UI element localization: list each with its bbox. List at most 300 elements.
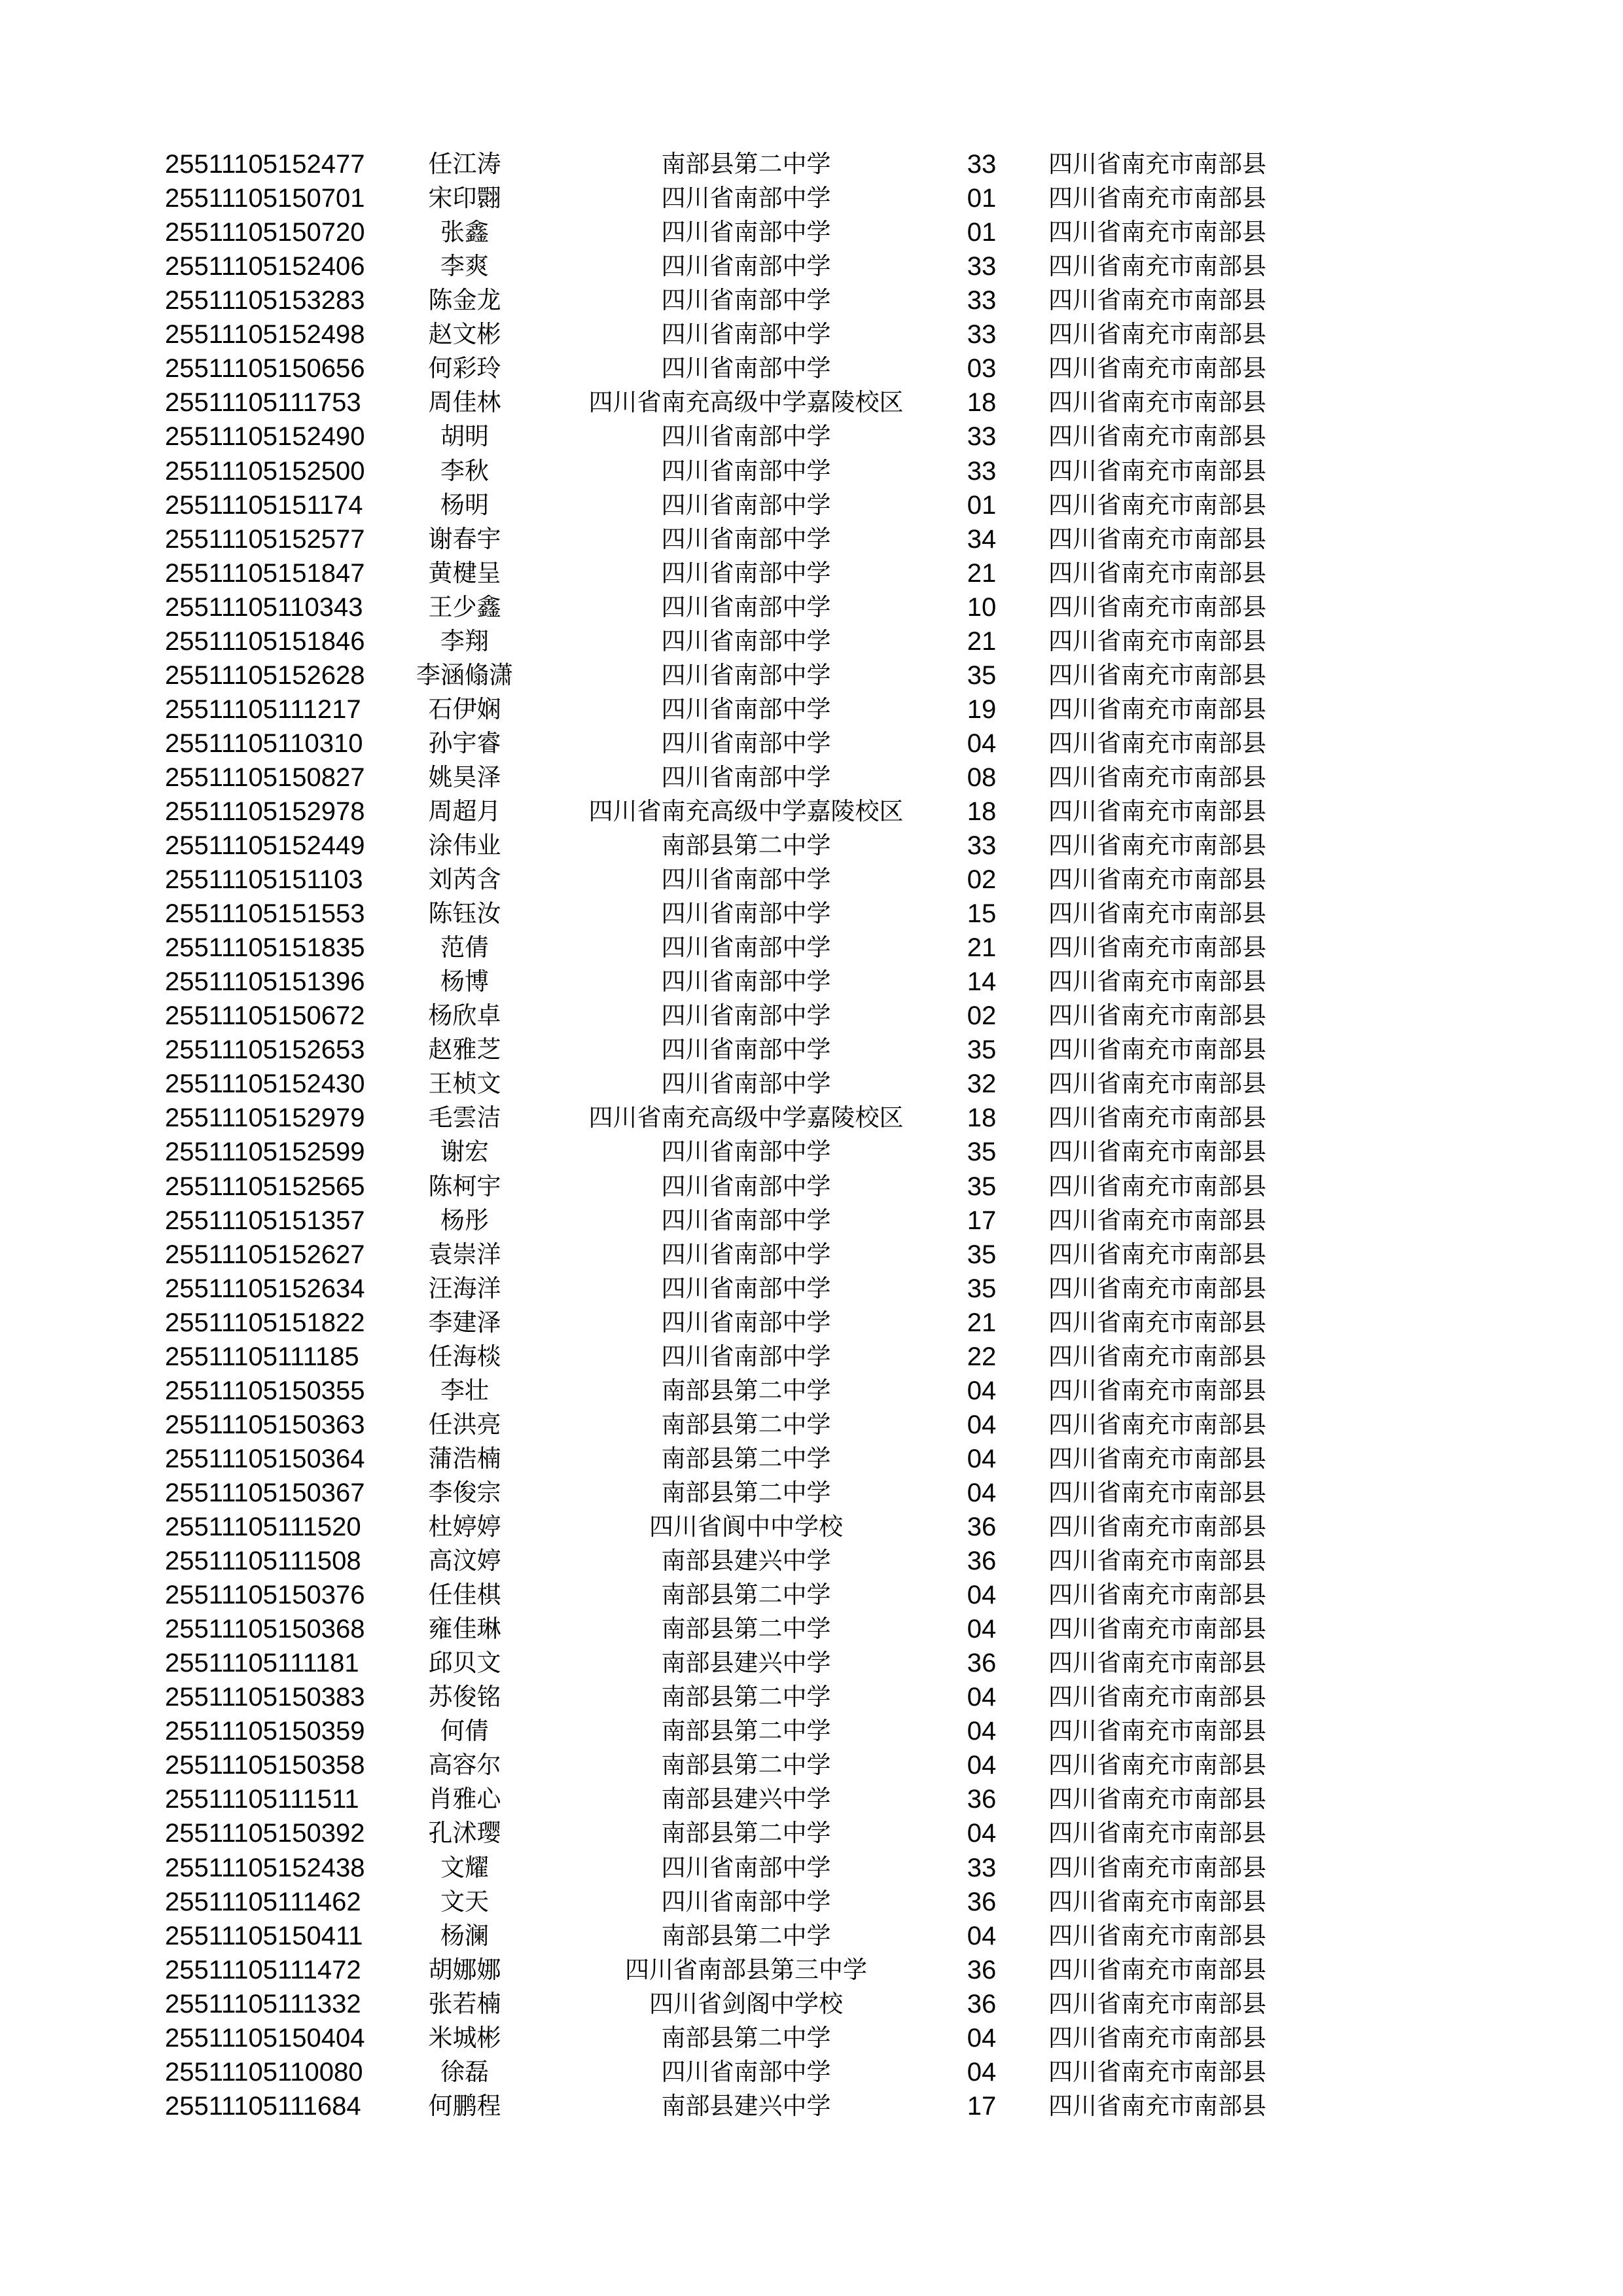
student-name: 孙宇睿 bbox=[428, 728, 501, 757]
table-row bbox=[0, 761, 1623, 795]
exam-number: 25511105152628 bbox=[165, 660, 365, 690]
student-name: 姚昊泽 bbox=[428, 762, 501, 791]
student-name: 高容尔 bbox=[428, 1751, 501, 1780]
table-row bbox=[0, 658, 1623, 692]
table-row bbox=[0, 931, 1623, 965]
region-name: 四川省南充市南部县 bbox=[1048, 1342, 1266, 1371]
region-name: 四川省南充市南部县 bbox=[1048, 1444, 1266, 1473]
school-name: 四川省南部中学 bbox=[661, 2057, 831, 2086]
category-code: 21 bbox=[967, 626, 997, 656]
table-row bbox=[0, 249, 1623, 283]
school-name: 四川省南部中学 bbox=[661, 320, 831, 349]
exam-number: 25511105150656 bbox=[165, 354, 365, 384]
region-name: 四川省南充市南部县 bbox=[1048, 1478, 1266, 1507]
school-name: 四川省南部中学 bbox=[661, 1035, 831, 1064]
category-code: 36 bbox=[967, 1513, 997, 1541]
exam-number: 25511105150383 bbox=[165, 1683, 365, 1712]
table-row bbox=[0, 863, 1623, 897]
region-name: 四川省南充市南部县 bbox=[1048, 592, 1266, 621]
table-row bbox=[0, 1612, 1623, 1646]
exam-number: 25511105151847 bbox=[165, 558, 365, 588]
category-code: 04 bbox=[967, 1615, 997, 1644]
student-name: 李秋 bbox=[440, 456, 489, 485]
table-row bbox=[0, 999, 1623, 1033]
region-name: 四川省南充市南部县 bbox=[1048, 797, 1266, 825]
school-name: 四川省南部中学 bbox=[661, 1274, 831, 1302]
category-code: 35 bbox=[967, 1172, 997, 1201]
region-name: 四川省南充市南部县 bbox=[1048, 1887, 1266, 1916]
student-name: 李翔 bbox=[440, 626, 489, 655]
student-name: 李涵翛潇 bbox=[416, 660, 513, 689]
table-row bbox=[0, 692, 1623, 726]
table-row bbox=[0, 1748, 1623, 1782]
region-name: 四川省南充市南部县 bbox=[1048, 1853, 1266, 1882]
table-row bbox=[0, 1714, 1623, 1748]
school-name: 四川省南部中学 bbox=[661, 762, 831, 791]
region-name: 四川省南充市南部县 bbox=[1048, 1581, 1266, 1609]
category-code: 04 bbox=[967, 1581, 997, 1610]
category-code: 36 bbox=[967, 1547, 997, 1575]
school-name: 四川省南部中学 bbox=[661, 558, 831, 587]
school-name: 四川省南部中学 bbox=[661, 1138, 831, 1166]
region-name: 四川省南充市南部县 bbox=[1048, 1069, 1266, 1098]
school-name: 四川省南部中学 bbox=[661, 456, 831, 485]
school-name: 南部县第二中学 bbox=[661, 1717, 831, 1746]
category-code: 17 bbox=[967, 2091, 997, 2121]
school-name: 四川省南部中学 bbox=[661, 626, 831, 655]
table-row bbox=[0, 590, 1623, 624]
school-name: 南部县第二中学 bbox=[661, 2023, 831, 2052]
category-code: 14 bbox=[967, 967, 997, 997]
category-code: 33 bbox=[967, 1853, 997, 1882]
category-code: 19 bbox=[967, 694, 997, 724]
student-name: 何鹏程 bbox=[428, 2091, 501, 2120]
region-name: 四川省南充市南部县 bbox=[1048, 456, 1266, 485]
exam-number: 25511105151396 bbox=[165, 967, 365, 997]
table-row bbox=[0, 897, 1623, 931]
category-code: 32 bbox=[967, 1069, 997, 1099]
region-name: 四川省南充市南部县 bbox=[1048, 1819, 1266, 1848]
exam-number: 25511105111185 bbox=[165, 1342, 359, 1371]
exam-number: 25511105152599 bbox=[165, 1138, 365, 1167]
region-name: 四川省南充市南部县 bbox=[1048, 1172, 1266, 1200]
region-name: 四川省南充市南部县 bbox=[1048, 1308, 1266, 1336]
region-name: 四川省南充市南部县 bbox=[1048, 865, 1266, 893]
table-row bbox=[0, 1238, 1623, 1272]
category-code: 33 bbox=[967, 286, 997, 315]
category-code: 18 bbox=[967, 388, 997, 418]
student-name: 毛雲洁 bbox=[428, 1103, 501, 1132]
school-name: 南部县第二中学 bbox=[661, 1819, 831, 1848]
table-row bbox=[0, 965, 1623, 999]
category-code: 04 bbox=[967, 1444, 997, 1473]
region-name: 四川省南充市南部县 bbox=[1048, 422, 1266, 451]
region-name: 四川省南充市南部县 bbox=[1048, 218, 1266, 247]
student-name: 孔沭璎 bbox=[428, 1819, 501, 1848]
table-row bbox=[0, 1135, 1623, 1169]
school-name: 四川省南部中学 bbox=[661, 1853, 831, 1882]
student-name: 周佳林 bbox=[428, 388, 501, 417]
table-row bbox=[0, 1816, 1623, 1850]
exam-number: 25511105111332 bbox=[165, 1989, 361, 2018]
table-row bbox=[0, 795, 1623, 829]
student-name: 石伊娴 bbox=[428, 694, 501, 723]
region-name: 四川省南充市南部县 bbox=[1048, 1274, 1266, 1302]
region-name: 四川省南充市南部县 bbox=[1048, 967, 1266, 996]
region-name: 四川省南充市南部县 bbox=[1048, 1615, 1266, 1643]
school-name: 南部县建兴中学 bbox=[661, 1785, 831, 1814]
category-code: 18 bbox=[967, 797, 997, 826]
region-name: 四川省南充市南部县 bbox=[1048, 1547, 1266, 1575]
exam-number: 25511105151357 bbox=[165, 1206, 365, 1235]
region-name: 四川省南充市南部县 bbox=[1048, 1001, 1266, 1030]
exam-number: 25511105150392 bbox=[165, 1819, 365, 1848]
student-name: 何彩玲 bbox=[428, 354, 501, 383]
region-name: 四川省南充市南部县 bbox=[1048, 252, 1266, 281]
region-name: 四川省南充市南部县 bbox=[1048, 524, 1266, 553]
category-code: 35 bbox=[967, 1035, 997, 1065]
school-name: 四川省南部中学 bbox=[661, 728, 831, 757]
student-name: 袁崇洋 bbox=[428, 1240, 501, 1268]
school-name: 南部县第二中学 bbox=[661, 831, 831, 859]
school-name: 四川省南部中学 bbox=[661, 422, 831, 451]
exam-number: 25511105152500 bbox=[165, 456, 365, 486]
category-code: 35 bbox=[967, 1240, 997, 1269]
table-row bbox=[0, 1306, 1623, 1340]
school-name: 南部县第二中学 bbox=[661, 1376, 831, 1405]
region-name: 四川省南充市南部县 bbox=[1048, 1138, 1266, 1166]
school-name: 四川省南部中学 bbox=[661, 1887, 831, 1916]
student-name: 谢宏 bbox=[440, 1138, 489, 1166]
table-row bbox=[0, 2089, 1623, 2123]
student-name: 杨欣卓 bbox=[428, 1001, 501, 1030]
region-name: 四川省南充市南部县 bbox=[1048, 933, 1266, 962]
student-name: 杨博 bbox=[440, 967, 489, 996]
category-code: 33 bbox=[967, 456, 997, 486]
exam-number: 25511105152430 bbox=[165, 1069, 365, 1099]
school-name: 四川省南部中学 bbox=[661, 286, 831, 315]
student-name: 肖雅心 bbox=[428, 1785, 501, 1814]
school-name: 四川省南部中学 bbox=[661, 1206, 831, 1234]
region-name: 四川省南充市南部县 bbox=[1048, 660, 1266, 689]
category-code: 33 bbox=[967, 150, 997, 179]
exam-number: 25511105150367 bbox=[165, 1478, 365, 1507]
category-code: 21 bbox=[967, 1308, 997, 1337]
region-name: 四川省南充市南部县 bbox=[1048, 1035, 1266, 1064]
student-name: 文天 bbox=[440, 1887, 489, 1916]
table-row bbox=[0, 1067, 1623, 1101]
category-code: 35 bbox=[967, 660, 997, 690]
student-name: 徐磊 bbox=[440, 2057, 489, 2086]
student-name: 胡娜娜 bbox=[428, 1955, 501, 1984]
table-row bbox=[0, 556, 1623, 590]
exam-number: 25511105110343 bbox=[165, 592, 363, 622]
exam-number: 25511105111472 bbox=[165, 1955, 361, 1984]
student-name: 陈金龙 bbox=[428, 286, 501, 315]
category-code: 04 bbox=[967, 1717, 997, 1746]
exam-number: 25511105151174 bbox=[165, 490, 363, 520]
category-code: 33 bbox=[967, 320, 997, 350]
student-name: 赵文彬 bbox=[428, 320, 501, 349]
table-row bbox=[0, 624, 1623, 658]
region-name: 四川省南充市南部县 bbox=[1048, 490, 1266, 519]
exam-number: 25511105152406 bbox=[165, 252, 365, 281]
region-name: 四川省南充市南部县 bbox=[1048, 694, 1266, 723]
category-code: 35 bbox=[967, 1274, 997, 1303]
student-name: 范倩 bbox=[440, 933, 489, 962]
exam-number: 25511105152477 bbox=[165, 150, 365, 179]
table-row bbox=[0, 522, 1623, 556]
region-name: 四川省南充市南部县 bbox=[1048, 2023, 1266, 2052]
table-row bbox=[0, 1953, 1623, 1987]
school-name: 南部县第二中学 bbox=[661, 1921, 831, 1950]
table-row bbox=[0, 1885, 1623, 1919]
region-name: 四川省南充市南部县 bbox=[1048, 1410, 1266, 1439]
student-name: 陈钰汝 bbox=[428, 899, 501, 928]
category-code: 22 bbox=[967, 1342, 997, 1371]
region-name: 四川省南充市南部县 bbox=[1048, 184, 1266, 213]
student-name: 王少鑫 bbox=[428, 592, 501, 621]
school-name: 四川省南部中学 bbox=[661, 354, 831, 383]
student-name: 张若楠 bbox=[428, 1989, 501, 2018]
student-name: 文耀 bbox=[440, 1853, 489, 1882]
student-name: 王桢文 bbox=[428, 1069, 501, 1098]
table-row bbox=[0, 420, 1623, 454]
exam-number: 25511105111217 bbox=[165, 694, 361, 724]
school-name: 四川省剑阁中学校 bbox=[649, 1989, 843, 2018]
student-name: 李壮 bbox=[440, 1376, 489, 1405]
school-name: 南部县第二中学 bbox=[661, 1615, 831, 1643]
category-code: 33 bbox=[967, 252, 997, 281]
student-name: 刘芮含 bbox=[428, 865, 501, 893]
category-code: 36 bbox=[967, 1785, 997, 1814]
student-name: 米城彬 bbox=[428, 2023, 501, 2052]
table-row bbox=[0, 1578, 1623, 1612]
school-name: 南部县第二中学 bbox=[661, 1478, 831, 1507]
student-name: 杨彤 bbox=[440, 1206, 489, 1234]
exam-number: 25511105152627 bbox=[165, 1240, 365, 1269]
category-code: 10 bbox=[967, 592, 997, 622]
student-name: 任洪亮 bbox=[428, 1410, 501, 1439]
school-name: 四川省南部中学 bbox=[661, 694, 831, 723]
school-name: 四川省阆中中学校 bbox=[649, 1513, 843, 1541]
region-name: 四川省南充市南部县 bbox=[1048, 1785, 1266, 1814]
exam-number: 25511105150672 bbox=[165, 1001, 365, 1031]
table-row bbox=[0, 1544, 1623, 1578]
exam-number: 25511105110310 bbox=[165, 728, 363, 758]
table-row bbox=[0, 1033, 1623, 1067]
exam-number: 25511105111511 bbox=[165, 1785, 359, 1814]
school-name: 四川省南部中学 bbox=[661, 1001, 831, 1030]
region-name: 四川省南充市南部县 bbox=[1048, 728, 1266, 757]
exam-number: 25511105150355 bbox=[165, 1376, 365, 1405]
table-row bbox=[0, 386, 1623, 420]
region-name: 四川省南充市南部县 bbox=[1048, 558, 1266, 587]
table-row bbox=[0, 1442, 1623, 1476]
exam-number: 25511105151846 bbox=[165, 626, 365, 656]
student-name: 张鑫 bbox=[440, 218, 489, 247]
student-name: 邱贝文 bbox=[428, 1649, 501, 1677]
exam-number: 25511105150358 bbox=[165, 1751, 365, 1780]
category-code: 36 bbox=[967, 1649, 997, 1678]
category-code: 04 bbox=[967, 1478, 997, 1507]
school-name: 四川省南充高级中学嘉陵校区 bbox=[588, 388, 904, 417]
category-code: 36 bbox=[967, 1955, 997, 1984]
category-code: 34 bbox=[967, 524, 997, 554]
school-name: 南部县第二中学 bbox=[661, 1410, 831, 1439]
student-name: 周超月 bbox=[428, 797, 501, 825]
table-row bbox=[0, 1476, 1623, 1510]
table-row bbox=[0, 488, 1623, 522]
student-name: 胡明 bbox=[440, 422, 489, 451]
student-name: 高汶婷 bbox=[428, 1547, 501, 1575]
student-name: 宋印翾 bbox=[428, 184, 501, 213]
exam-number: 25511105150359 bbox=[165, 1717, 365, 1746]
school-name: 四川省南部中学 bbox=[661, 899, 831, 928]
student-name: 黄楗呈 bbox=[428, 558, 501, 587]
table-row bbox=[0, 1680, 1623, 1714]
category-code: 15 bbox=[967, 899, 997, 929]
school-name: 南部县建兴中学 bbox=[661, 2091, 831, 2120]
exam-number: 25511105150363 bbox=[165, 1410, 365, 1439]
school-name: 四川省南部中学 bbox=[661, 865, 831, 893]
region-name: 四川省南充市南部县 bbox=[1048, 1240, 1266, 1268]
student-name: 任佳棋 bbox=[428, 1581, 501, 1609]
region-name: 四川省南充市南部县 bbox=[1048, 286, 1266, 315]
table-row bbox=[0, 2021, 1623, 2055]
category-code: 04 bbox=[967, 1376, 997, 1405]
table-row bbox=[0, 2055, 1623, 2089]
student-name: 何倩 bbox=[440, 1717, 489, 1746]
school-name: 南部县建兴中学 bbox=[661, 1547, 831, 1575]
exam-number: 25511105151822 bbox=[165, 1308, 365, 1337]
school-name: 南部县第二中学 bbox=[661, 1751, 831, 1780]
table-row bbox=[0, 1408, 1623, 1442]
region-name: 四川省南充市南部县 bbox=[1048, 1206, 1266, 1234]
student-name: 李俊宗 bbox=[428, 1478, 501, 1507]
region-name: 四川省南充市南部县 bbox=[1048, 2057, 1266, 2086]
category-code: 04 bbox=[967, 1819, 997, 1848]
table-row bbox=[0, 215, 1623, 249]
region-name: 四川省南充市南部县 bbox=[1048, 1921, 1266, 1950]
exam-number: 25511105151553 bbox=[165, 899, 365, 929]
category-code: 01 bbox=[967, 184, 997, 213]
region-name: 四川省南充市南部县 bbox=[1048, 762, 1266, 791]
exam-number: 25511105152449 bbox=[165, 831, 365, 860]
exam-number: 25511105111508 bbox=[165, 1547, 361, 1575]
student-name: 苏俊铭 bbox=[428, 1683, 501, 1712]
school-name: 四川省南部中学 bbox=[661, 1172, 831, 1200]
exam-number: 25511105150368 bbox=[165, 1615, 365, 1644]
region-name: 四川省南充市南部县 bbox=[1048, 899, 1266, 928]
category-code: 08 bbox=[967, 762, 997, 792]
student-name: 蒲浩楠 bbox=[428, 1444, 501, 1473]
school-name: 四川省南部中学 bbox=[661, 490, 831, 519]
region-name: 四川省南充市南部县 bbox=[1048, 626, 1266, 655]
school-name: 四川省南部中学 bbox=[661, 218, 831, 247]
table-row bbox=[0, 1170, 1623, 1204]
table-row bbox=[0, 1340, 1623, 1374]
category-code: 04 bbox=[967, 728, 997, 758]
student-name: 赵雅芝 bbox=[428, 1035, 501, 1064]
school-name: 四川省南部中学 bbox=[661, 660, 831, 689]
exam-number: 25511105111462 bbox=[165, 1887, 361, 1916]
category-code: 33 bbox=[967, 422, 997, 452]
exam-number: 25511105150827 bbox=[165, 762, 365, 792]
table-row bbox=[0, 1204, 1623, 1238]
region-name: 四川省南充市南部县 bbox=[1048, 831, 1266, 859]
category-code: 36 bbox=[967, 1989, 997, 2018]
table-row bbox=[0, 1782, 1623, 1816]
exam-number: 25511105111181 bbox=[165, 1649, 359, 1678]
region-name: 四川省南充市南部县 bbox=[1048, 1683, 1266, 1712]
school-name: 四川省南部中学 bbox=[661, 967, 831, 996]
school-name: 四川省南部中学 bbox=[661, 252, 831, 281]
table-row bbox=[0, 1510, 1623, 1544]
region-name: 四川省南充市南部县 bbox=[1048, 354, 1266, 383]
exam-number: 25511105152653 bbox=[165, 1035, 365, 1065]
school-name: 四川省南部中学 bbox=[661, 1308, 831, 1336]
category-code: 04 bbox=[967, 1683, 997, 1712]
table-row bbox=[0, 829, 1623, 863]
exam-number: 25511105152634 bbox=[165, 1274, 365, 1303]
exam-number: 25511105152565 bbox=[165, 1172, 365, 1201]
category-code: 04 bbox=[967, 2057, 997, 2087]
exam-number: 25511105152498 bbox=[165, 320, 365, 350]
exam-number: 25511105152979 bbox=[165, 1103, 365, 1133]
category-code: 36 bbox=[967, 1887, 997, 1916]
school-name: 四川省南部中学 bbox=[661, 1069, 831, 1098]
exam-number: 25511105150404 bbox=[165, 2023, 365, 2053]
student-name: 杜婷婷 bbox=[428, 1513, 501, 1541]
school-name: 南部县第二中学 bbox=[661, 1683, 831, 1712]
student-name: 李爽 bbox=[440, 252, 489, 281]
exam-number: 25511105151103 bbox=[165, 865, 363, 894]
category-code: 02 bbox=[967, 865, 997, 894]
category-code: 35 bbox=[967, 1138, 997, 1167]
school-name: 南部县建兴中学 bbox=[661, 1649, 831, 1677]
school-name: 南部县第二中学 bbox=[661, 150, 831, 178]
exam-number: 25511105151835 bbox=[165, 933, 365, 963]
region-name: 四川省南充市南部县 bbox=[1048, 1955, 1266, 1984]
category-code: 01 bbox=[967, 218, 997, 247]
table-row bbox=[0, 1851, 1623, 1885]
school-name: 四川省南部中学 bbox=[661, 184, 831, 213]
table-row bbox=[0, 1919, 1623, 1953]
student-name: 任江涛 bbox=[428, 150, 501, 178]
category-code: 03 bbox=[967, 354, 997, 384]
table-row bbox=[0, 1374, 1623, 1408]
region-name: 四川省南充市南部县 bbox=[1048, 1513, 1266, 1541]
region-name: 四川省南充市南部县 bbox=[1048, 1989, 1266, 2018]
region-name: 四川省南充市南部县 bbox=[1048, 320, 1266, 349]
school-name: 南部县第二中学 bbox=[661, 1444, 831, 1473]
table-row bbox=[0, 1272, 1623, 1306]
table-row bbox=[0, 283, 1623, 317]
region-name: 四川省南充市南部县 bbox=[1048, 150, 1266, 178]
exam-number: 25511105111684 bbox=[165, 2091, 361, 2121]
exam-number: 25511105152978 bbox=[165, 797, 365, 826]
school-name: 四川省南部中学 bbox=[661, 1342, 831, 1371]
table-row bbox=[0, 181, 1623, 215]
exam-number: 25511105153283 bbox=[165, 286, 365, 315]
student-name: 谢春宇 bbox=[428, 524, 501, 553]
school-name: 四川省南部县第三中学 bbox=[625, 1955, 867, 1984]
table-row bbox=[0, 1101, 1623, 1135]
region-name: 四川省南充市南部县 bbox=[1048, 1103, 1266, 1132]
student-name: 陈柯宇 bbox=[428, 1172, 501, 1200]
exam-number: 25511105110080 bbox=[165, 2057, 363, 2087]
